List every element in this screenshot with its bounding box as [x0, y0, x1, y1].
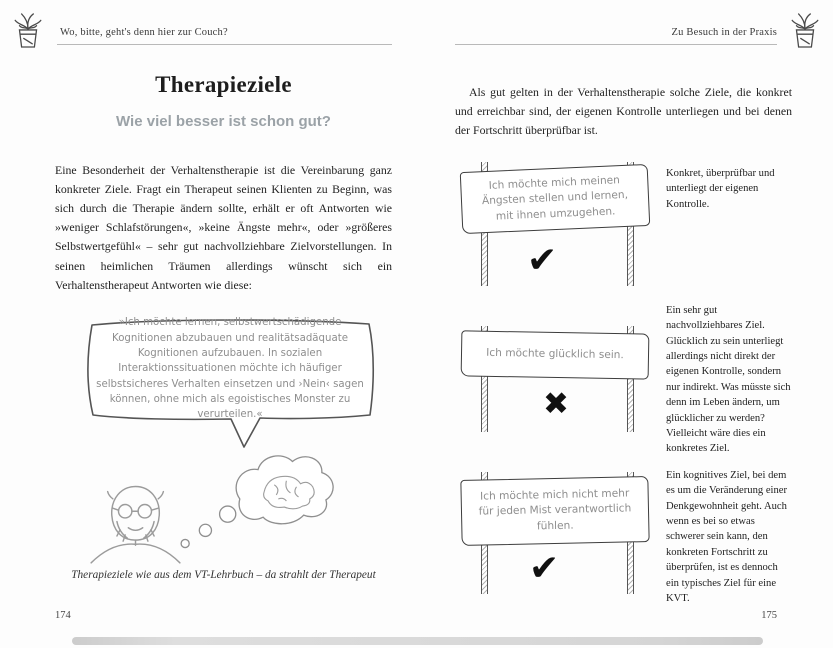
sign-note-1: Konkret, überprüfbar und unterliegt der eigenen Kontrolle.: [666, 168, 775, 210]
plant-icon-left: [12, 11, 44, 51]
speech-bubble: [80, 315, 380, 455]
goal-sign-2: [459, 326, 659, 438]
sign-note-2: Ein sehr gut nachvollziehbares Ziel. Glücklich zu sein unterliegt allerdings nicht direkt der eigenen Kontrolle, sondern nur indirekt. Was müsste sich denn im Leben ändern, um glücklicher zu werden? Vielleicht wäre dies ein konkretes Ziel.: [666, 305, 791, 455]
check-icon: ✔: [527, 240, 558, 281]
plant-icon-right: [789, 11, 821, 51]
chapter-title: Therapieziele: [155, 72, 292, 97]
chapter-subtitle: Wie viel besser ist schon gut?: [116, 113, 331, 130]
sign-note-3: Ein kognitives Ziel, bei dem es um die Veränderung einer Denkgewohnheit geht. Auch wenn es bei so etwas schwerer sein kann, den konkreten Fortschritt zu überprüfen, ist es dennoch ein typisches Ziel für eine KVT.: [666, 470, 787, 604]
book-bottom-edge: [72, 637, 763, 645]
sign-board-text: Ich möchte mich meinen Ängsten stellen und lernen, mit ihnen umzugehen.: [460, 164, 651, 234]
therapist-sketch: [86, 476, 184, 564]
left-intro-paragraph: Eine Besonderheit der Verhaltenstherapie ist die Vereinbarung ganz konkreter Ziele. Fragt ein Therapeut seinen Klienten zu Beginn, was sich durch die Therapie ändern sollte, erhält er oft Antworten wie »weniger Schlafstörungen«, »keine Ängste mehr«, oder »größeres Selbstwertgefühl« – sehr gut nachvollziehbare Zielvorstellungen. In seinen heimlichen Träumen allerdings wünscht sich ein Verhaltenstherapeut Antworten wie diese:: [55, 163, 392, 292]
left-page-number: 174: [55, 610, 71, 621]
thought-bubble-sketch: [173, 446, 335, 558]
sign-board-text: Ich möchte mich nicht mehr für jeden Mist verantwortlich fühlen.: [460, 476, 649, 546]
right-header-rule: [455, 44, 777, 45]
goal-sign-1: [459, 162, 659, 294]
left-running-head: Wo, bitte, geht's denn hier zur Couch?: [60, 27, 228, 38]
check-icon: ✔: [529, 548, 560, 589]
right-running-head: Zu Besuch in der Praxis: [671, 27, 777, 38]
cross-icon: ✖: [543, 386, 569, 422]
right-intro-paragraph: Als gut gelten in der Verhaltenstherapie solche Ziele, die konkret und erreichbar sind, der eigenen Kontrolle unterliegen und bei denen der Fortschritt überprüfbar ist.: [455, 85, 792, 138]
goal-sign-3: [459, 472, 659, 600]
right-page-number: 175: [761, 610, 777, 621]
illustration-caption: Therapieziele wie aus dem VT-Lehrbuch – da strahlt der Therapeut: [71, 569, 376, 581]
speech-bubble-text: »Ich möchte lernen, selbstwertschädigende Kognitionen abzubauen und realitätsadäquate Kognitionen aufzubauen. In sozialen Interaktionssituationen möchte ich häufiger selbstsicheres Verhalten einsetzen und ›Nein‹ sagen können, ohne mich als egoistisches Monster zu verurteilen.«: [96, 317, 364, 421]
sign-board-text: Ich möchte glücklich sein.: [461, 330, 650, 379]
left-header-rule: [57, 44, 392, 45]
